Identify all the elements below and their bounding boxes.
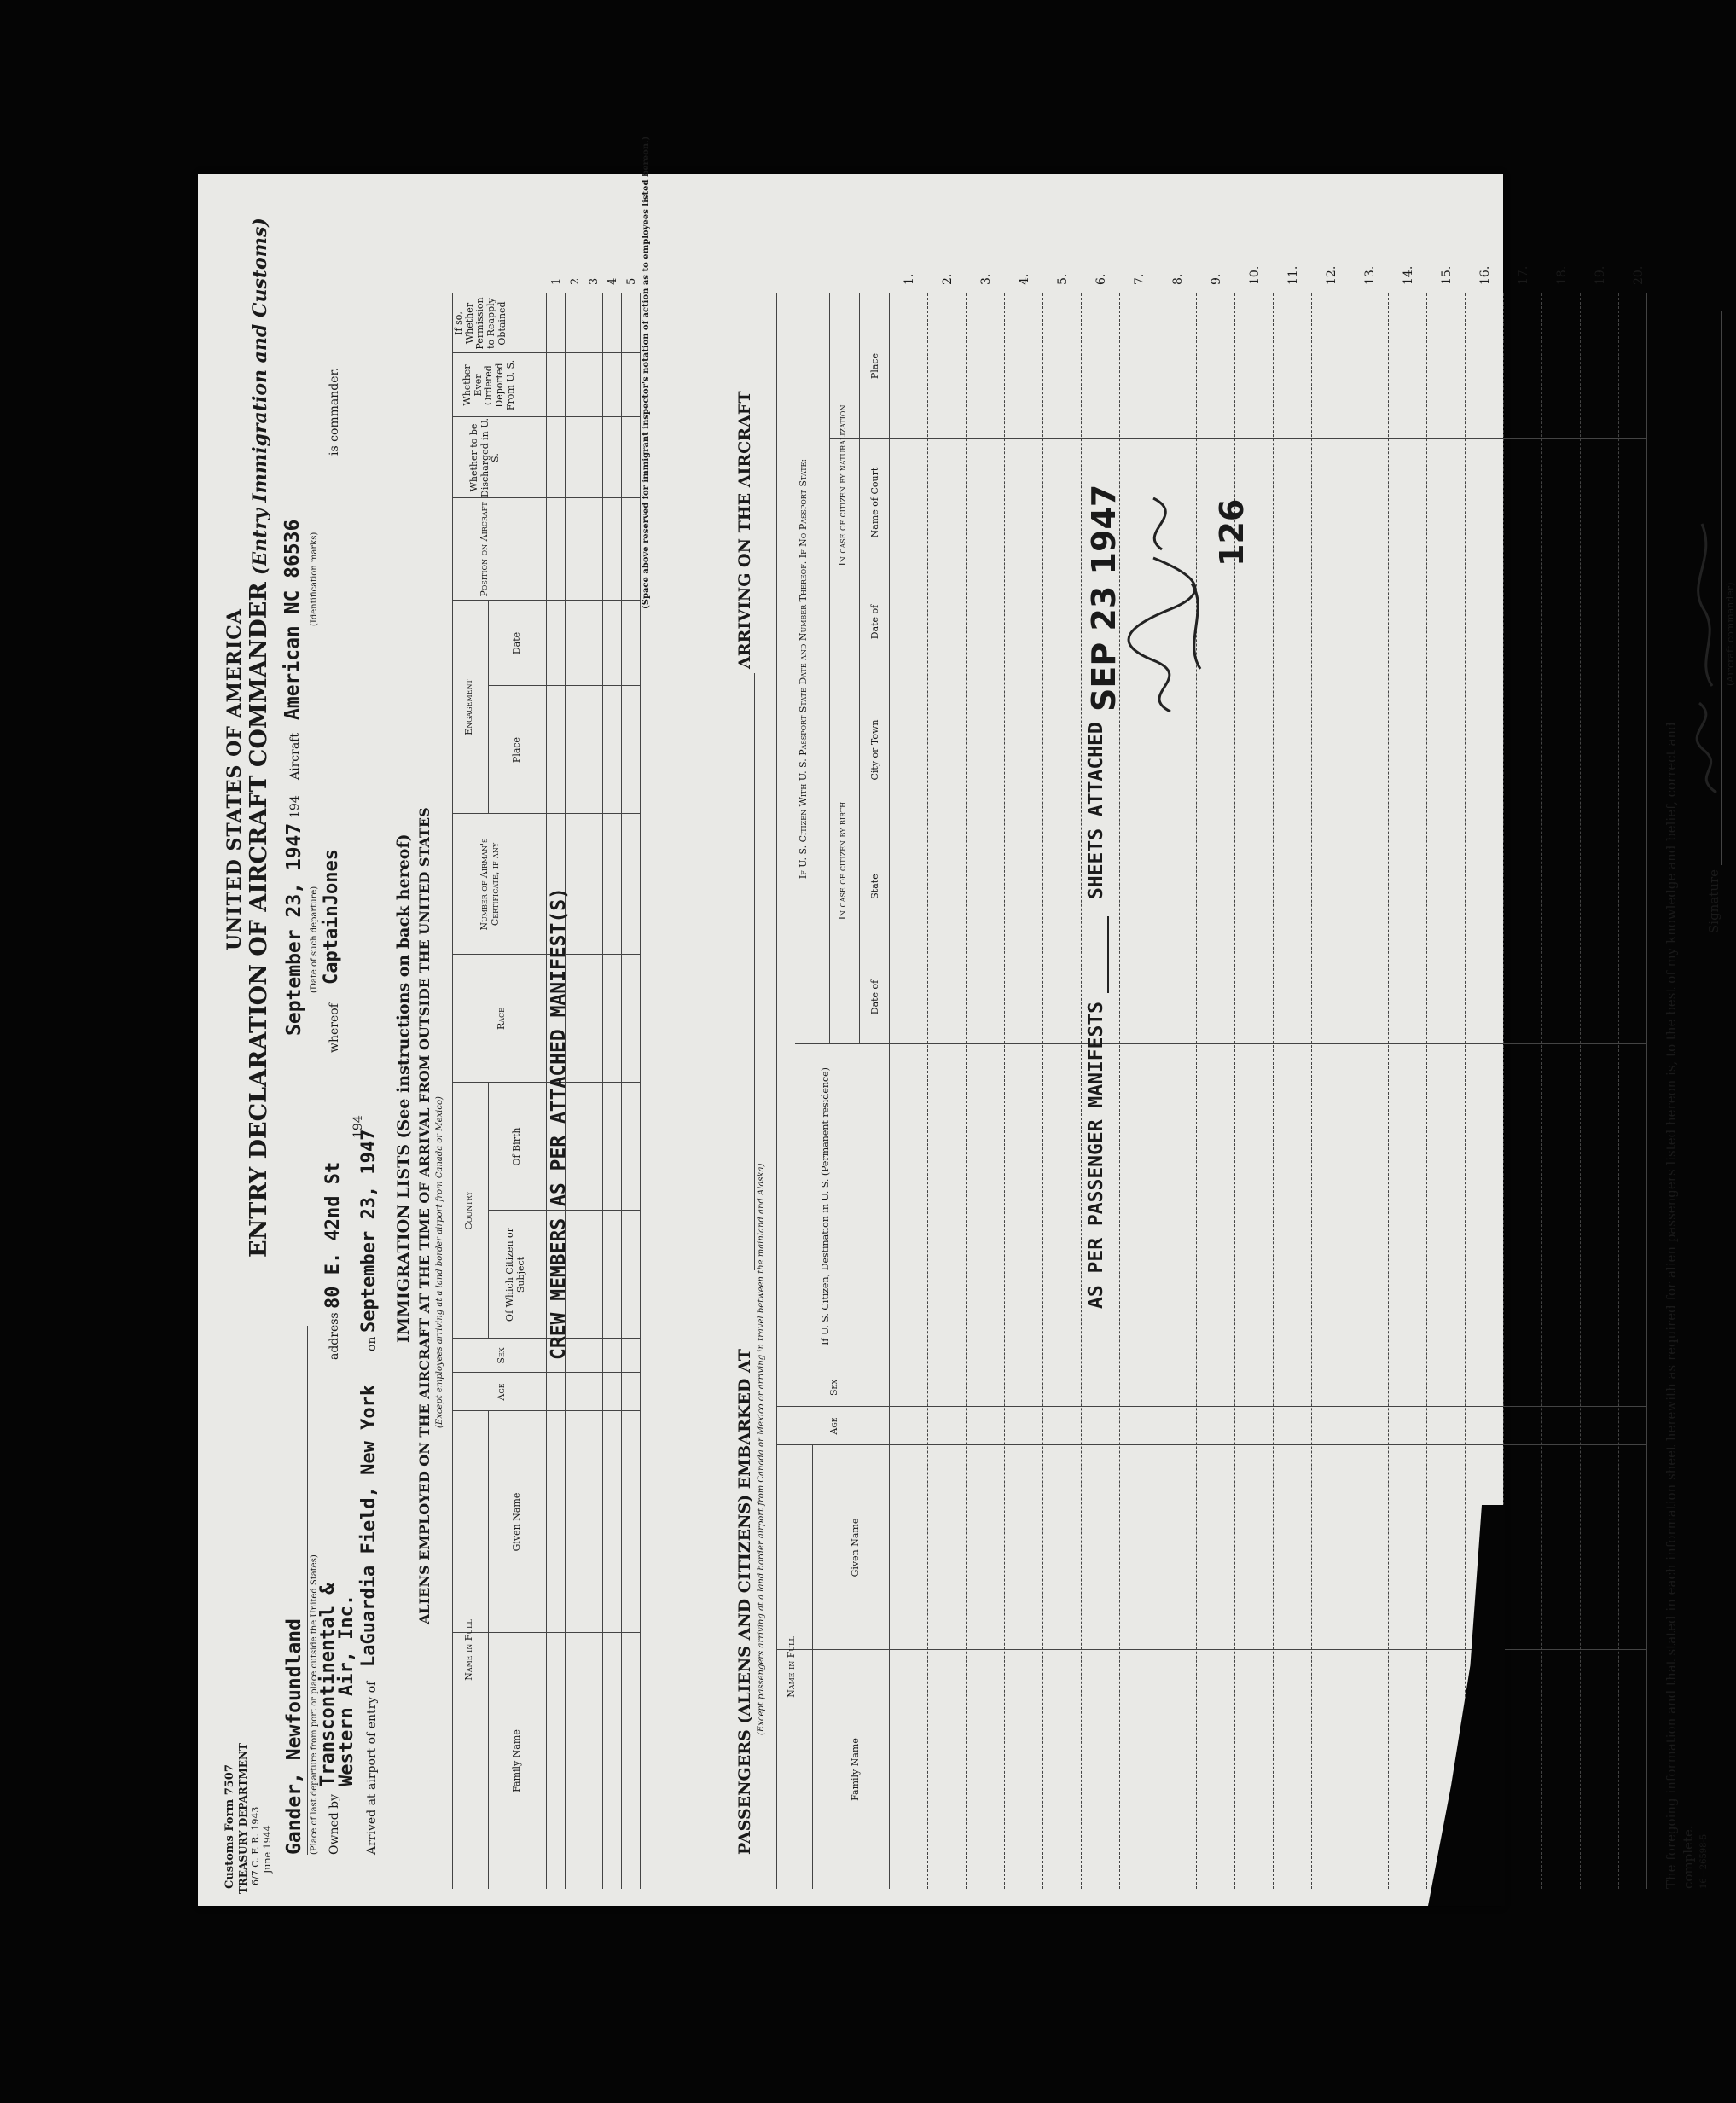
imm-subheader-line — [488, 601, 489, 814]
commander-signature-icon — [1687, 490, 1729, 797]
passengers-note: (Except passengers arriving at a land border airport from Canada or Mexico or arriving in travel between the mainland and Alaska) — [757, 1163, 766, 1735]
imm-col-citizen: Of Which Citizen or Subject — [504, 1228, 526, 1322]
pass-col-city: City or Town — [869, 719, 880, 781]
imm-line-number: 1 — [550, 277, 563, 285]
form-sheet — [198, 136, 1736, 1906]
imm-col-deported: Whether Ever Ordered Deported From U. S. — [462, 359, 516, 411]
aircraft-id: American NC 86536 — [282, 519, 304, 720]
owner-line2: Western Air, Inc. — [336, 1594, 357, 1786]
embarked-line — [754, 673, 755, 1270]
imm-line-number: 5 — [625, 277, 638, 285]
imm-col-birth: Of Birth — [511, 1127, 522, 1166]
departure-place: Gander, Newfoundland — [283, 1618, 305, 1855]
imm-col-discharged: Whether to be Discharged in U. S. — [468, 418, 502, 497]
pass-line-number: 3. — [979, 273, 993, 285]
imm-col-age: Age — [496, 1383, 507, 1401]
imm-col-sex: Sex — [496, 1347, 507, 1364]
pass-row-line — [1426, 293, 1427, 1889]
immigration-subtitle: ALIENS EMPLOYED ON THE AIRCRAFT AT THE TIME OF ARRIVAL FROM OUTSIDE THE UNITED STATES — [416, 807, 433, 1624]
pass-row-line — [1273, 293, 1274, 1889]
pass-col-citizen-header: If U. S. Citizen With U. S. Passport State Date and Number Thereof. If No Passport State: — [798, 458, 809, 880]
pass-line-number: 19. — [1594, 265, 1607, 285]
address-label: address — [328, 1312, 341, 1360]
pass-row-line — [1503, 293, 1504, 1889]
departure-date-caption: (Date of such departure) — [310, 886, 319, 993]
aircraft-caption: (Identification marks) — [310, 532, 319, 626]
arrived-label: Arrived at airport of entry of — [365, 1681, 379, 1855]
imm-bottom-line — [640, 293, 641, 1889]
pass-row-line — [1004, 293, 1005, 1889]
signature-caption: (Aircraft commander) — [1725, 582, 1736, 686]
imm-col-race: Race — [496, 1007, 507, 1031]
pass-row-line — [1541, 293, 1542, 1889]
pass-col-name-in-full: Name in Full — [786, 1636, 797, 1698]
commander-suffix: is commander. — [328, 367, 341, 456]
arrival-year-print: 194 — [351, 1115, 365, 1138]
arrival-airport: LaGuardia Field, New York — [358, 1384, 380, 1667]
pass-col-line — [776, 1406, 1646, 1407]
rotated-form — [198, 136, 1736, 1906]
imm-col-airman: Number of Airman's Certificate, if any — [479, 838, 501, 931]
imm-subheader-line — [488, 1083, 489, 1339]
pass-row-line — [966, 293, 967, 1889]
pass-col-place: Place — [869, 352, 880, 380]
pass-bottom-line — [1646, 293, 1647, 1889]
pass-col-by-naturalization: In case of citizen by naturalization — [837, 404, 848, 566]
imm-col-given-name: Given Name — [511, 1492, 522, 1552]
pass-row-line — [1042, 293, 1043, 1889]
pass-line-numbers — [891, 251, 1658, 285]
imm-line-number: 2 — [569, 277, 582, 285]
pass-line-number: 6. — [1094, 273, 1108, 285]
imm-row-line-3 — [602, 293, 603, 1889]
pass-col-given-name: Given Name — [850, 1518, 861, 1577]
passengers-subtitle: ARRIVING ON THE AIRCRAFT — [735, 391, 754, 669]
pass-col-state: State — [869, 874, 880, 899]
pass-line-number: 20. — [1632, 265, 1646, 285]
pass-col-sex: Sex — [828, 1379, 839, 1397]
pass-col-line — [776, 1649, 1646, 1650]
imm-line-numbers — [548, 268, 642, 285]
certification-text: The foregoing information and that stated in each information sheet herewith as required for alien passengers listed hereon is, to the best of my knowledge and belief, correct and — [1663, 722, 1679, 1889]
certification-text-2: complete. — [1681, 1825, 1696, 1889]
pass-col-by-birth: In case of citizen by birth — [837, 801, 848, 921]
pass-subheader-line — [829, 293, 830, 1044]
sheets-count-line — [1107, 916, 1109, 993]
whereof-label: whereof — [328, 1003, 341, 1053]
pass-line-number: 11. — [1286, 265, 1300, 285]
departure-year-print: 194 — [288, 795, 302, 818]
arrival-date: September 23, 1947 — [358, 1129, 380, 1333]
pass-line-number: 2. — [941, 273, 955, 285]
imm-col-line — [452, 1082, 640, 1083]
immigration-note: (Except employees arriving at a land border airport from Canada or Mexico) — [435, 1096, 444, 1428]
footer-code: 16—26598-5 — [1699, 1833, 1709, 1889]
pass-line-number: 4. — [1018, 273, 1031, 285]
imm-col-place: Place — [511, 736, 522, 764]
imm-row-line-4 — [621, 293, 622, 1889]
date-stamp: SEP 23 1947 — [1085, 484, 1123, 712]
inspector-initials-icon — [1119, 464, 1213, 720]
pass-col-destination: If U. S. Citizen, Destination in U. S. (Permanent residence) — [820, 1067, 831, 1345]
signature-label: Signature — [1706, 869, 1721, 933]
pass-line-number: 16. — [1478, 265, 1492, 285]
imm-col-date: Date — [511, 631, 522, 655]
imm-top-line — [452, 293, 453, 1889]
departure-line — [307, 1326, 308, 1855]
pass-subheader-line — [812, 1445, 813, 1889]
owned-label: Owned by — [328, 1793, 341, 1855]
on-label: on — [365, 1336, 379, 1351]
imm-subheader-line — [488, 1411, 489, 1889]
pass-line-number: 1. — [903, 273, 916, 285]
pass-row-line — [1465, 293, 1466, 1889]
immigration-title: IMMIGRATION LISTS (See instructions on back hereof) — [394, 834, 413, 1343]
commander-name: CaptainJones — [321, 849, 342, 985]
pass-subheader-line — [859, 293, 860, 1044]
form-cfr: 6/7 C. F. R. 1943 — [250, 1806, 261, 1885]
pass-line-number: 9. — [1210, 273, 1223, 285]
pass-row-line — [1618, 293, 1619, 1889]
number-stamp: 126 — [1213, 498, 1251, 566]
imm-col-country: Country — [463, 1191, 474, 1230]
pass-col-age: Age — [828, 1417, 839, 1435]
form-country: UNITED STATES OF AMERICA — [224, 608, 246, 950]
crew-entry: CREW MEMBERS AS PER ATTACHED MANIFEST(S) — [548, 887, 570, 1360]
owner-line1: Transcontinental & — [317, 1583, 339, 1786]
imm-col-line — [452, 1410, 640, 1411]
imm-col-line — [452, 1372, 640, 1373]
imm-col-line — [488, 685, 640, 686]
pass-col-line — [795, 1043, 1646, 1044]
pass-row-line — [1311, 293, 1312, 1889]
pass-line-number: 12. — [1325, 265, 1338, 285]
imm-col-permission: If so, Whether Permission to Reapply Obtained — [453, 297, 508, 350]
pass-col-line — [776, 1444, 1646, 1445]
imm-col-line — [452, 1338, 640, 1339]
pass-col-line — [829, 438, 1646, 439]
form-date: June 1944 — [262, 1825, 273, 1874]
pass-line-number: 7. — [1133, 273, 1147, 285]
form-number: Customs Form 7507 — [224, 1764, 236, 1889]
departure-date: September 23, 1947 — [283, 822, 305, 1036]
departure-place-caption: (Place of last departure from port or place outside the United States) — [310, 1554, 319, 1855]
pass-col-date-of: Date of — [869, 979, 880, 1015]
pass-row-line — [927, 293, 928, 1889]
pass-line-number: 13. — [1363, 265, 1377, 285]
imm-line-number: 3 — [588, 277, 601, 285]
imm-col-position: Position on Aircraft — [479, 502, 490, 597]
aircraft-label: Aircraft — [288, 733, 302, 780]
pass-line-number: 10. — [1248, 265, 1262, 285]
passenger-entry-part2: SHEETS ATTACHED — [1085, 722, 1107, 899]
pass-line-number: 17. — [1517, 265, 1530, 285]
imm-col-engagement: Engagement — [463, 679, 474, 735]
imm-col-name-in-full: Name in Full — [463, 1619, 474, 1681]
imm-line-number: 4 — [607, 277, 619, 285]
pass-row-line — [1081, 293, 1082, 1889]
pass-col-date-of-nat: Date of — [869, 604, 880, 640]
reserved-note: (Space above reserved for immigrant inspector's notation of action as to employees listed hereon.) — [642, 136, 651, 609]
owner-address: 80 E. 42nd St — [322, 1161, 344, 1309]
imm-col-family-name: Family Name — [511, 1729, 522, 1792]
pass-line-number: 8. — [1171, 273, 1185, 285]
form-title: ENTRY DECLARATION OF AIRCRAFT COMMANDER — [246, 582, 272, 1258]
imm-header-line — [546, 293, 547, 1889]
pass-row-line — [1388, 293, 1389, 1889]
pass-col-name-of-court: Name of Court — [869, 467, 880, 538]
pass-line-number: 14. — [1402, 265, 1415, 285]
form-department: TREASURY DEPARTMENT — [237, 1743, 249, 1894]
pass-row-line — [1580, 293, 1581, 1889]
pass-line-number: 5. — [1056, 273, 1070, 285]
form-title-sub: (Entry Immigration and Customs) — [249, 218, 271, 575]
passengers-title: PASSENGERS (ALIENS AND CITIZENS) EMBARKED AT — [735, 1349, 754, 1855]
pass-line-number: 18. — [1555, 265, 1569, 285]
passenger-entry-part1: AS PER PASSENGER MANIFESTS — [1085, 1001, 1107, 1309]
pass-line-number: 15. — [1440, 265, 1454, 285]
imm-col-line — [452, 1632, 640, 1633]
pass-col-family-name: Family Name — [850, 1738, 861, 1801]
